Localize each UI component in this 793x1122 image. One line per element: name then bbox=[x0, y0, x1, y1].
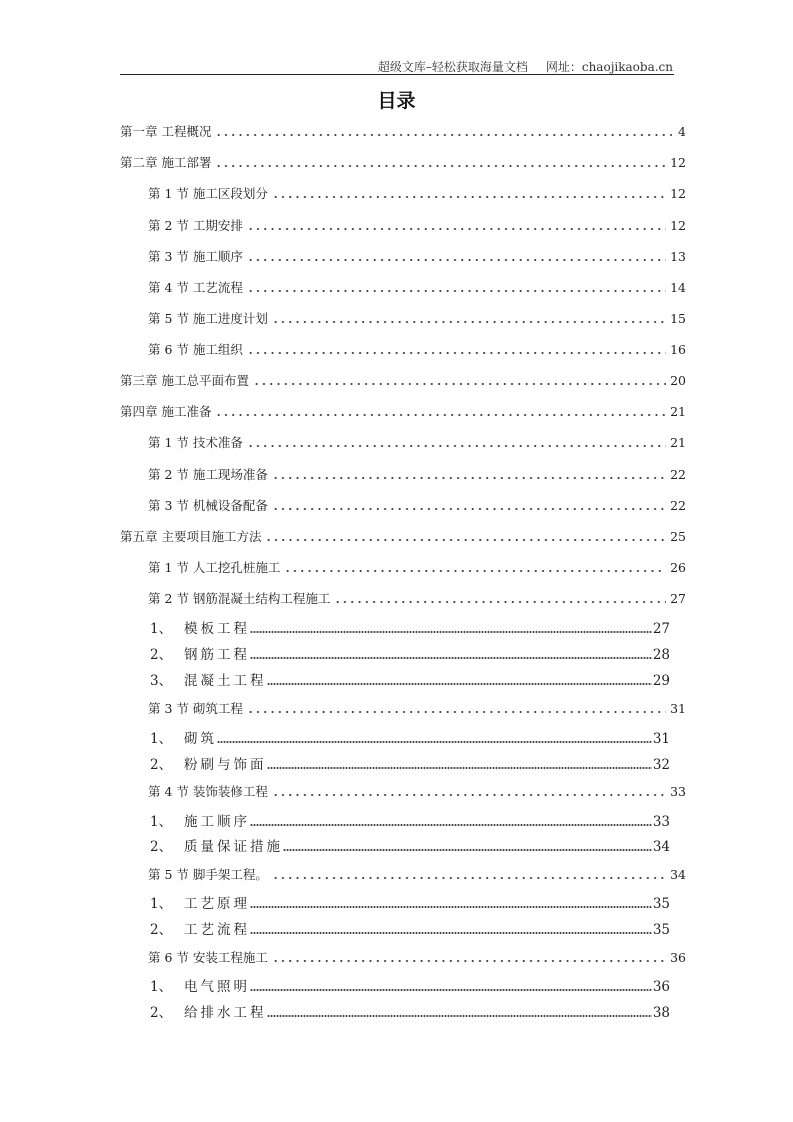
dot-leader bbox=[267, 1014, 652, 1018]
entry-number: 2、 bbox=[150, 1005, 173, 1021]
toc-entry[interactable] bbox=[148, 700, 686, 718]
dot-leader bbox=[250, 988, 652, 992]
entry-number: 1、 bbox=[150, 621, 173, 637]
toc-entry[interactable] bbox=[150, 756, 670, 774]
entry-page-number: 31 bbox=[670, 701, 686, 716]
entry-label: 工艺原理 bbox=[184, 896, 250, 912]
toc-entry[interactable] bbox=[148, 590, 686, 608]
toc-entry[interactable] bbox=[148, 466, 686, 484]
dot-leader bbox=[272, 959, 666, 963]
entry-label: 第 6 节 施工组织 bbox=[148, 342, 243, 357]
entry-label: 第 2 节 工期安排 bbox=[148, 218, 243, 233]
entry-label: 电气照明 bbox=[184, 979, 250, 995]
entry-page-number: 12 bbox=[670, 186, 686, 201]
dot-leader bbox=[250, 931, 652, 935]
toc-entry[interactable] bbox=[150, 895, 670, 913]
entry-label: 第 3 节 机械设备配备 bbox=[148, 498, 268, 513]
toc-entry[interactable] bbox=[148, 185, 686, 203]
toc-entry[interactable] bbox=[148, 783, 686, 801]
toc-entry[interactable] bbox=[150, 730, 670, 748]
entry-page-number: 31 bbox=[652, 731, 670, 747]
toc-title: 目录 bbox=[377, 90, 416, 112]
entry-page-number: 28 bbox=[652, 647, 670, 663]
entry-page-number: 38 bbox=[652, 1005, 670, 1021]
toc-entry[interactable] bbox=[148, 248, 686, 266]
dot-leader bbox=[253, 382, 666, 386]
toc-entry[interactable] bbox=[120, 154, 686, 172]
entry-number: 3、 bbox=[150, 673, 173, 689]
toc-entry[interactable] bbox=[150, 921, 670, 939]
site-url: 网址：chaojikaoba.cn bbox=[545, 60, 673, 74]
entry-label: 模板工程 bbox=[184, 621, 250, 637]
entry-label: 钢筋工程 bbox=[184, 647, 250, 663]
entry-page-number: 27 bbox=[670, 591, 686, 606]
entry-label: 第 1 节 施工区段划分 bbox=[148, 186, 268, 201]
entry-page-number: 12 bbox=[670, 218, 686, 233]
dot-leader bbox=[272, 476, 666, 480]
dot-leader bbox=[272, 320, 666, 324]
entry-page-number: 34 bbox=[652, 839, 670, 855]
entry-label: 第二章 施工部署 bbox=[120, 155, 212, 170]
entry-label: 混凝土工程 bbox=[184, 673, 267, 689]
dot-leader bbox=[247, 444, 666, 448]
entry-page-number: 27 bbox=[652, 621, 670, 637]
toc-entry[interactable] bbox=[148, 341, 686, 359]
toc-entry[interactable] bbox=[148, 559, 686, 577]
entry-label: 第 6 节 安装工程施工 bbox=[148, 950, 268, 965]
entry-label: 第 5 节 施工进度计划 bbox=[148, 311, 268, 326]
entry-page-number: 16 bbox=[670, 342, 686, 357]
entry-label: 第 2 节 施工现场准备 bbox=[148, 467, 268, 482]
toc-entry[interactable] bbox=[150, 620, 670, 638]
toc-entry[interactable] bbox=[148, 310, 686, 328]
dot-leader bbox=[284, 569, 666, 573]
toc-entry[interactable] bbox=[120, 403, 686, 421]
dot-leader bbox=[247, 227, 666, 231]
entry-label: 第 5 节 脚手架工程。 bbox=[148, 867, 268, 882]
toc-entry[interactable] bbox=[148, 434, 686, 452]
toc-entry[interactable] bbox=[150, 672, 670, 690]
entry-page-number: 32 bbox=[652, 757, 670, 773]
entry-page-number: 13 bbox=[670, 249, 686, 264]
entry-number: 1、 bbox=[150, 814, 173, 830]
entry-page-number: 15 bbox=[670, 311, 686, 326]
entry-label: 第一章 工程概况 bbox=[120, 124, 212, 139]
entry-number: 2、 bbox=[150, 647, 173, 663]
header-rule bbox=[120, 74, 674, 75]
dot-leader bbox=[247, 351, 666, 355]
dot-leader bbox=[250, 823, 652, 827]
entry-page-number: 22 bbox=[670, 498, 686, 513]
dot-leader bbox=[272, 793, 666, 797]
entry-number: 1、 bbox=[150, 896, 173, 912]
entry-number: 2、 bbox=[150, 922, 173, 938]
toc-entry[interactable] bbox=[150, 978, 670, 996]
entry-label: 砌筑 bbox=[184, 731, 217, 747]
entry-page-number: 22 bbox=[670, 467, 686, 482]
toc-entry[interactable] bbox=[148, 217, 686, 235]
dot-leader bbox=[217, 740, 652, 744]
entry-label: 粉刷与饰面 bbox=[184, 757, 267, 773]
toc-entry[interactable] bbox=[150, 838, 670, 856]
toc-entry[interactable] bbox=[120, 528, 686, 546]
dot-leader bbox=[267, 766, 652, 770]
toc-entry[interactable] bbox=[148, 949, 686, 967]
entry-number: 1、 bbox=[150, 979, 173, 995]
entry-page-number: 4 bbox=[678, 124, 686, 139]
toc-entry[interactable] bbox=[148, 497, 686, 515]
dot-leader bbox=[250, 630, 652, 634]
entry-label: 给排水工程 bbox=[184, 1005, 267, 1021]
dot-leader bbox=[247, 710, 666, 714]
entry-page-number: 20 bbox=[670, 373, 686, 388]
entry-label: 质量保证措施 bbox=[184, 839, 283, 855]
entry-page-number: 12 bbox=[670, 155, 686, 170]
entry-label: 第 2 节 钢筋混凝土结构工程施工 bbox=[148, 591, 331, 606]
toc-entry[interactable] bbox=[148, 866, 686, 884]
entry-label: 第 4 节 装饰装修工程 bbox=[148, 784, 268, 799]
toc-entry[interactable] bbox=[120, 123, 686, 141]
entry-page-number: 33 bbox=[670, 784, 686, 799]
entry-number: 2、 bbox=[150, 757, 173, 773]
dot-leader bbox=[272, 195, 666, 199]
dot-leader bbox=[250, 905, 652, 909]
page-header bbox=[378, 58, 673, 75]
entry-page-number: 33 bbox=[652, 814, 670, 830]
entry-page-number: 36 bbox=[670, 950, 686, 965]
entry-label: 第五章 主要项目施工方法 bbox=[120, 529, 262, 544]
entry-page-number: 14 bbox=[670, 280, 686, 295]
dot-leader bbox=[215, 413, 666, 417]
dot-leader bbox=[215, 164, 666, 168]
site-name: 超级文库–轻松获取海量文档 bbox=[377, 60, 528, 74]
entry-label: 工艺流程 bbox=[184, 922, 250, 938]
dot-leader bbox=[215, 133, 672, 137]
entry-page-number: 25 bbox=[670, 529, 686, 544]
toc-entry[interactable] bbox=[148, 279, 686, 297]
entry-label: 第 3 节 施工顺序 bbox=[148, 249, 243, 264]
entry-label: 第三章 施工总平面布置 bbox=[120, 373, 249, 388]
entry-page-number: 29 bbox=[652, 673, 670, 689]
entry-page-number: 35 bbox=[652, 896, 670, 912]
toc-entry[interactable] bbox=[150, 1004, 670, 1022]
toc-entry[interactable] bbox=[150, 813, 670, 831]
dot-leader bbox=[247, 258, 666, 262]
dot-leader bbox=[247, 289, 666, 293]
entry-page-number: 34 bbox=[670, 867, 686, 882]
entry-page-number: 21 bbox=[670, 435, 686, 450]
dot-leader bbox=[283, 848, 652, 852]
entry-label: 第 1 节 人工挖孔桩施工 bbox=[148, 560, 281, 575]
entry-number: 2、 bbox=[150, 839, 173, 855]
entry-page-number: 21 bbox=[670, 404, 686, 419]
entry-label: 第 3 节 砌筑工程 bbox=[148, 701, 243, 716]
entry-label: 第四章 施工准备 bbox=[120, 404, 212, 419]
dot-leader bbox=[250, 656, 652, 660]
entry-page-number: 26 bbox=[670, 560, 686, 575]
dot-leader bbox=[334, 600, 666, 604]
entry-page-number: 36 bbox=[652, 979, 670, 995]
dot-leader bbox=[272, 507, 666, 511]
dot-leader bbox=[272, 876, 666, 880]
dot-leader bbox=[265, 538, 666, 542]
dot-leader bbox=[267, 682, 652, 686]
entry-label: 施工顺序 bbox=[184, 814, 250, 830]
entry-label: 第 4 节 工艺流程 bbox=[148, 280, 243, 295]
entry-label: 第 1 节 技术准备 bbox=[148, 435, 243, 450]
entry-page-number: 35 bbox=[652, 922, 670, 938]
toc-entry[interactable] bbox=[120, 372, 686, 390]
toc-entry[interactable] bbox=[150, 646, 670, 664]
entry-number: 1、 bbox=[150, 731, 173, 747]
